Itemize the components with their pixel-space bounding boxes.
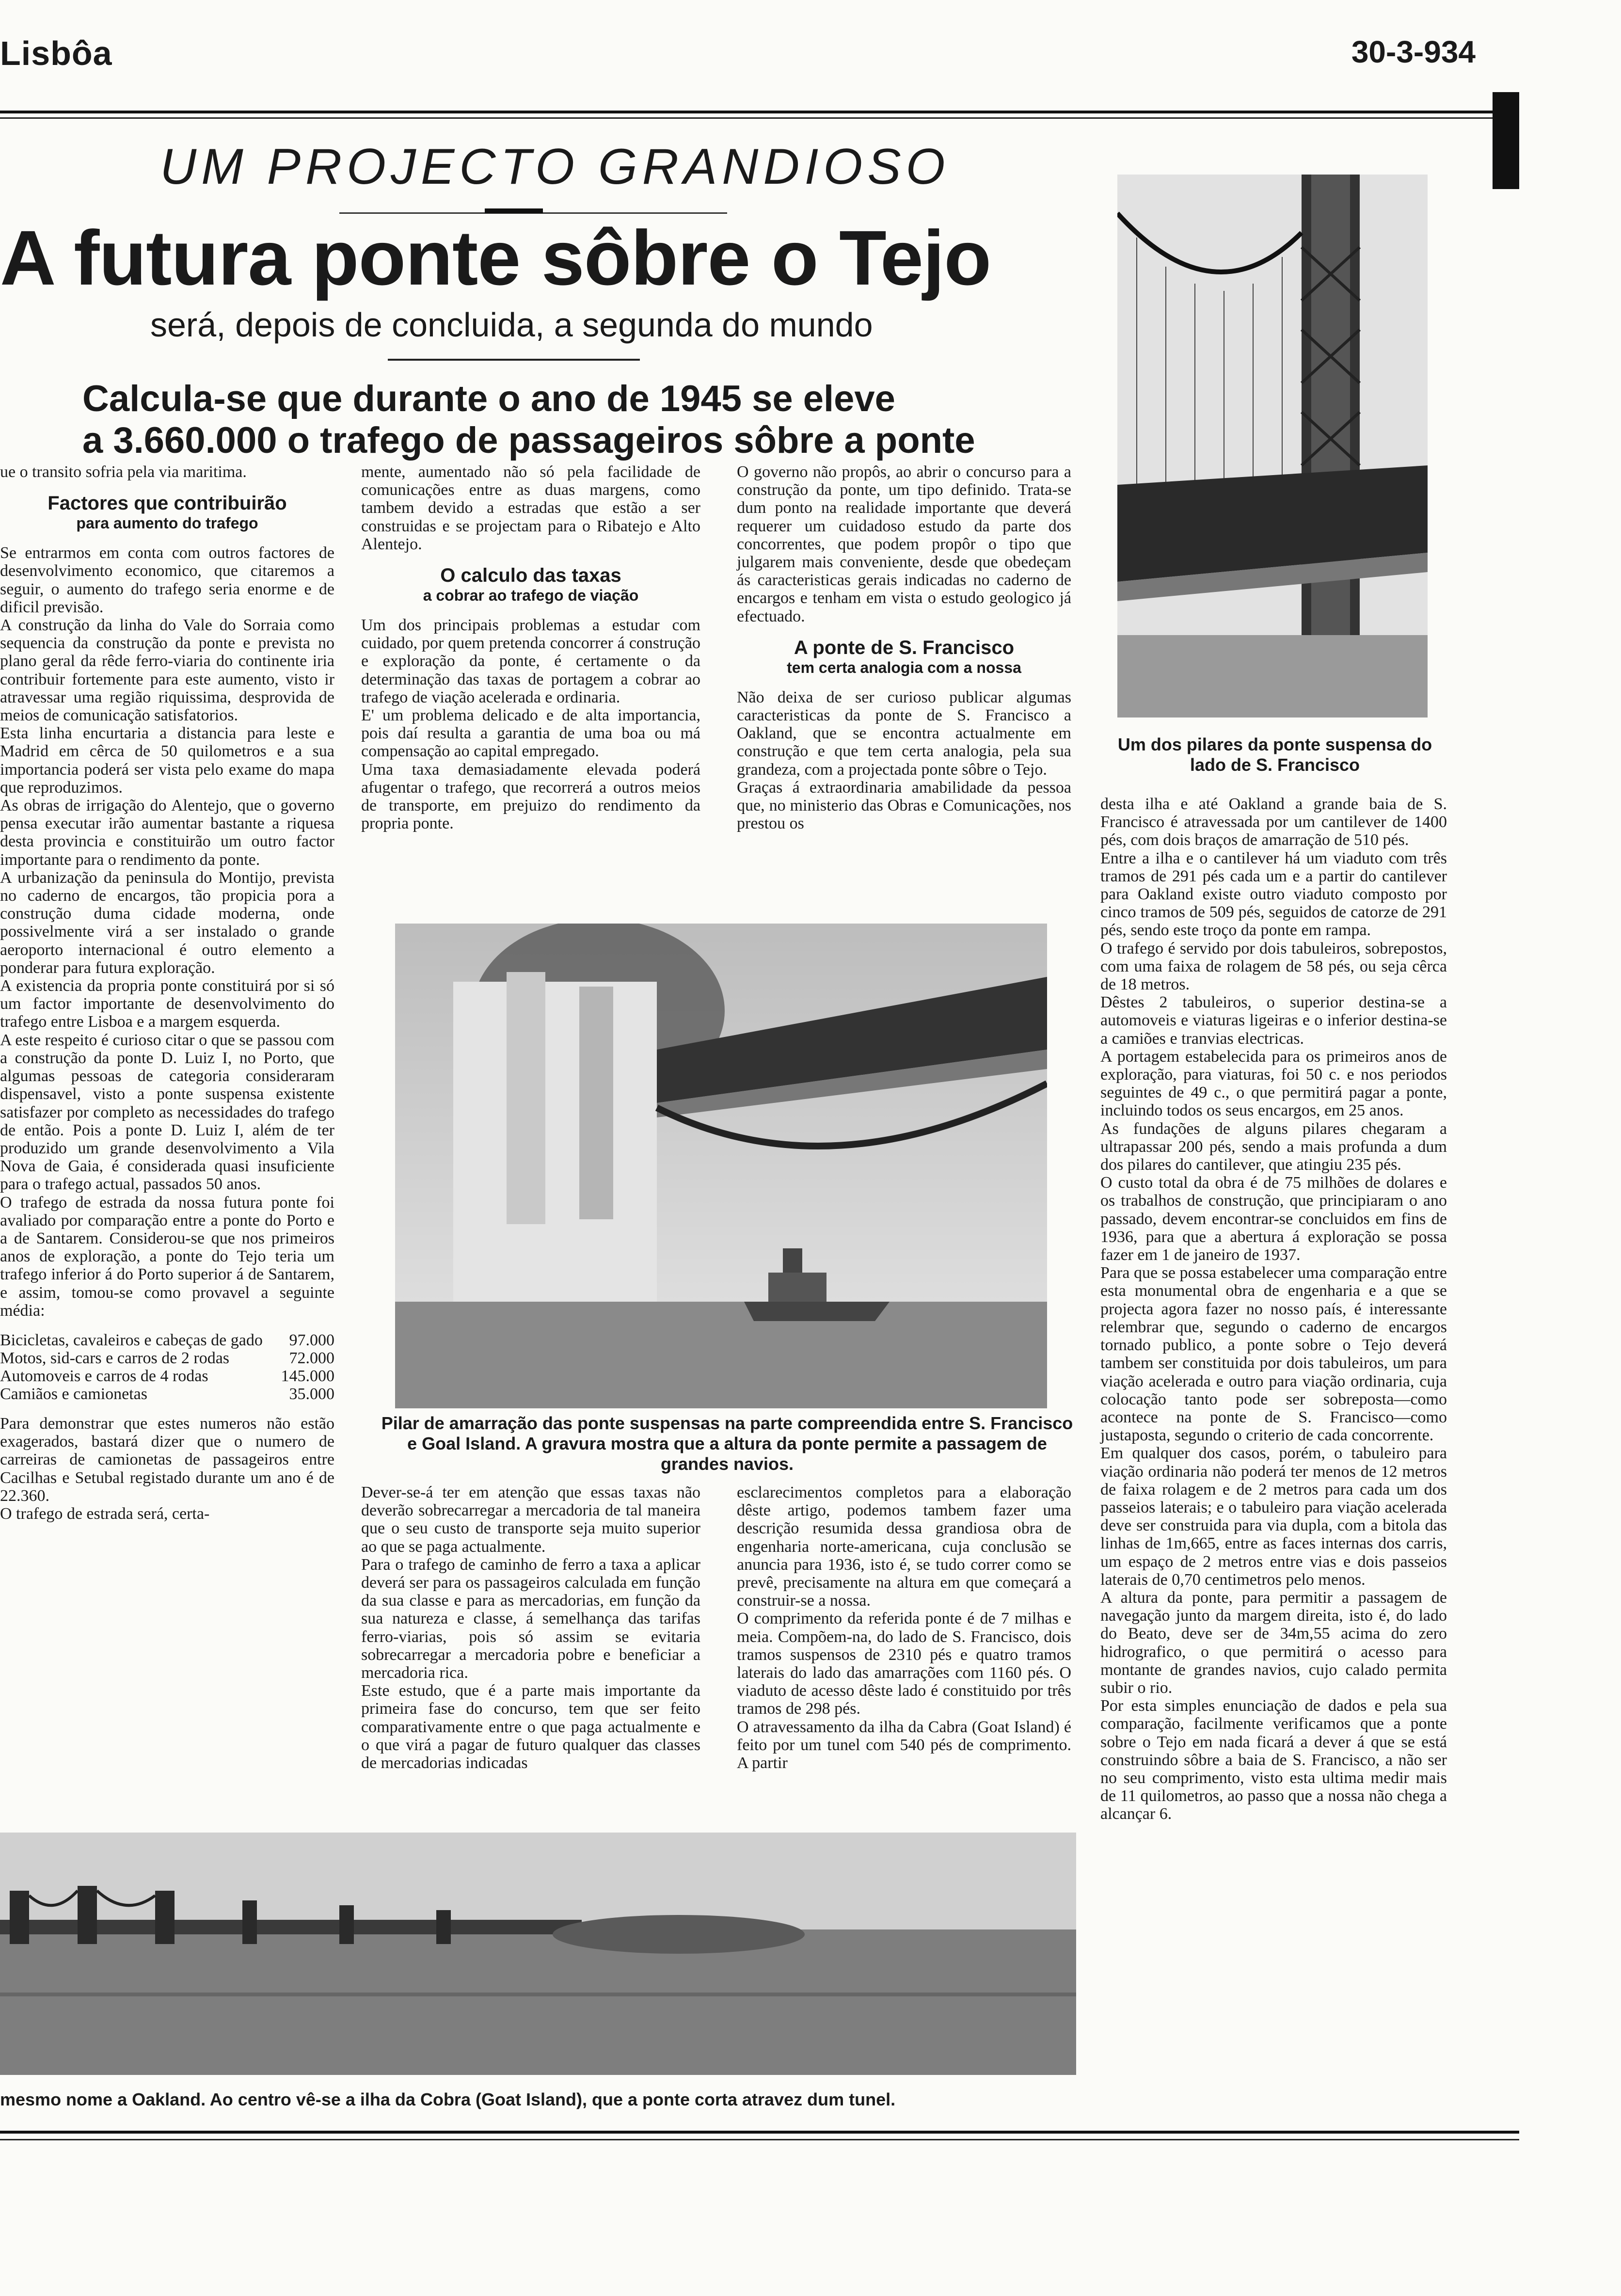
paragraph: O governo não propôs, ao abrir o concurso para a construção da ponte, um tipo definido. Trata-se dum ponto na realidade importante que deverá requerer um cuidadoso estudo da parte dos concorrentes, que podem propôr o tipo que julgarem mais conveniente, desde que obedeçam ás caracteristicas gerais indicadas no caderno de encargos e tenham em vista o estudo geologico já efectuado. — [737, 463, 1071, 625]
paragraph: As obras de irrigação do Alentejo, que o governo pensa executar irão aumentar bastante a riquesa desta provincia e constituirão um outro factor importante para o rendimento da ponte. — [0, 797, 334, 869]
paragraph: O trafego é servido por dois tabuleiros, sobrepostos, com uma faixa de rolagem de 58 pés, ou seja cêrca de 18 metros. — [1100, 939, 1447, 994]
paragraph: O atravessamento da ilha da Cabra (Goat Island) é feito por um tunel com 540 pés de comprimento. A partir — [737, 1718, 1071, 1772]
margin-bar — [1493, 92, 1519, 189]
column-4 — [1100, 795, 1447, 1823]
headline: A futura ponte sôbre o Tejo — [0, 214, 991, 301]
section-name: Lisbôa — [0, 34, 112, 72]
paragraph: As fundações de alguns pilares chegaram a ultrapassar 200 pés, sendo a mais profunda a dum dos pilares do cantilever, que atingiu 235 pés. — [1100, 1119, 1447, 1174]
paragraph: Este estudo, que é a parte mais importante da primeira fase do concurso, tem que ser feito comparativamente entre o que paga actualmente e o que virá a pagar de futuro qualquer das classes de mercadorias indicadas — [361, 1682, 700, 1772]
top-rule-thin — [0, 117, 1519, 119]
table-cell-label: Camiãos e camionetas — [0, 1385, 148, 1403]
table-row — [0, 1385, 334, 1403]
table-cell-value: 72.000 — [289, 1349, 334, 1367]
paragraph: Dever-se-á ter em atenção que essas taxas não deverão sobrecarregar a mercadoria de tal maneira que o seu custo de transporte seja muito superior ao que se paga actualmente. — [361, 1483, 700, 1556]
table-row — [0, 1349, 334, 1367]
top-rule — [0, 111, 1519, 113]
paragraph: Não deixa de ser curioso publicar algumas caracteristicas da ponte de S. Francisco a Oakland, que se encontra actualmente em construção e que tem certa analogia, pela sua grandeza, com a projectada ponte sôbre o Tejo. — [737, 688, 1071, 779]
paragraph: O custo total da obra é de 75 milhões de dolares e os trabalhos de construção, que principiaram o ano passado, devem encontrar-se concluidos em fins de 1936, para que a abertura á exploração se possa fazer em 1 de janeiro de 1937. — [1100, 1174, 1447, 1264]
subheading: O calculo das taxas — [440, 565, 621, 587]
column-2 — [361, 463, 700, 832]
paragraph: Um dos principais problemas a estudar com cuidado, por quem pretenda concorrer á construção e exploração da ponte, é certamente o da determinação das taxas de portagem a cobrar ao trafego de viação acelerada e ordinaria. — [361, 616, 700, 706]
photo-illustration — [0, 1833, 1076, 2075]
paragraph: A existencia da propria ponte constituirá por si só um factor importante de desenvolvimento do trafego entre Lisboa e a margem esquerda. — [0, 977, 334, 1031]
photo-bottom-caption: mesmo nome a Oakland. Ao centro vê-se a ilha da Cobra (Goat Island), que a ponte corta atravez dum tunel. — [0, 2089, 896, 2109]
photo-bridge-panorama — [0, 1833, 1076, 2075]
paragraph: A urbanização da peninsula do Montijo, prevista no caderno de encargos, tão propicia pora a construção duma cidade moderna, onde possivelmente virá a ser instalado o grande aeroporto internacional é outro elemento a ponderar para futura exploração. — [0, 868, 334, 977]
photo-illustration — [395, 924, 1047, 1408]
deck — [82, 378, 984, 462]
subheading-2: para aumento do trafego — [76, 514, 258, 532]
paragraph: A construção da linha do Vale do Sorraia como sequencia da construção da ponte e prevista no plano geral da rêde ferro-viaria do continente iria contribuir fortemente para este aumento, visto ir atravessar uma região riquissima, desprovida de meios de comunicação satisfatorios. — [0, 616, 334, 725]
photo-center-caption: Pilar de amarração das ponte suspensas na parte compreendida entre S. Francisco e Goal Island. A gravura mostra que a altura da ponte permite a passagem de grandes navios. — [381, 1413, 1073, 1474]
paragraph: E' um problema delicado e de alta importancia, pois daí resulta a garantia de uma boa ou má compensação ao capital empregado. — [361, 706, 700, 761]
paragraph: Se entrarmos em conta com outros factores de desenvolvimento economico, que citaremos a seguir, o aumento do trafego seria enorme e de dificil previsão. — [0, 544, 334, 616]
traffic-table — [0, 1331, 334, 1403]
subheading-2: a cobrar ao trafego de viação — [423, 587, 639, 605]
photo-suspension-tower — [1117, 175, 1428, 718]
paragraph: Para que se possa estabelecer uma comparação entre esta monumental obra de engenharia e a que se projecta agora fazer no nosso país, é interessante relembrar que, segundo o caderno de encargos tornado publico, a ponte sobre o Tejo deverá tambem ser constituida por dois tabuleiros, um para viação acelerada e outro para viação ordinaria, cuja colocação tanto pode ser sobreposta—como acontece na ponte de S. Francisco—como justaposta, segundo o criterio de cada concorrente. — [1100, 1264, 1447, 1445]
subheading: A ponte de S. Francisco — [794, 637, 1015, 658]
paragraph: Para o trafego de caminho de ferro a taxa a aplicar deverá ser para os passageiros calculada em função da sua classe e para as mercadorias, em função da sua natureza e classe, á semelhança das tarifas ferro-viarias, pois só assim se evitaria sobrecarregar a mercadoria pobre e beneficiar a mercadoria rica. — [361, 1555, 700, 1682]
photo-illustration — [1117, 175, 1428, 718]
table-row — [0, 1331, 334, 1349]
paragraph: O comprimento da referida ponte é de 7 milhas e meia. Compõem-na, do lado de S. Francisco, dois tramos suspensos de 2310 pés e quatro tramos laterais do lado das amarrações com 1160 pés. O viaduto de acesso dêste lado é constituido por três tramos de 298 pés. — [737, 1610, 1071, 1718]
paragraph: Esta linha encurtaria a distancia para leste e Madrid em cêrca de 50 quilometros e a sua importancia poderá ser vista pelo exame do mapa que reproduzimos. — [0, 724, 334, 797]
table-cell-label: Bicicletas, cavaleiros e cabeças de gado — [0, 1331, 263, 1349]
paragraph: Para demonstrar que estes numeros não estão exagerados, bastará dizer que o numero de carreiras de camionetas de passageiros entre Cacilhas e Setubal registado durante um ano é de 22.360. — [0, 1414, 334, 1505]
paragraph: desta ilha e até Oakland a grande baia de S. Francisco é atravessada por um cantilever de 1400 pés, com dois braços de amarração de 510 pés. — [1100, 795, 1447, 849]
column-3 — [737, 463, 1071, 832]
table-cell-label: Motos, sid-cars e carros de 2 rodas — [0, 1349, 230, 1367]
bottom-rule-thin — [0, 2139, 1519, 2140]
paragraph: mente, aumentado não só pela facilidade de comunicações entre as duas margens, como tambem devido a estradas que estão a ser construidas e se projectam para o Ribatejo e Alto Alentejo. — [361, 463, 700, 553]
paragraph: A este respeito é curioso citar o que se passou com a construção da ponte D. Luiz I, no Porto, que algumas pessoas de categoria consideraram dispensavel, visto a ponte suspensa existente satisfazer por completo as necessidades do trafego de então. Pois a ponte D. Luiz I, além de ter produzido um grande desenvolvimento a Vila Nova de Gaia, é considerada quasi insuficiente para o trafego actual, passados 50 anos. — [0, 1031, 334, 1194]
kicker: UM PROJECTO GRANDIOSO — [160, 139, 950, 195]
table-cell-value: 35.000 — [289, 1385, 334, 1403]
paragraph: Por esta simples enunciação de dados e pela sua comparação, facilmente verificamos que a ponte sobre o Tejo em nada ficará a dever á que se está construindo sôbre a baia de S. Francisco, a não ser no seu comprimento, visto esta ultima medir mais de 11 quilometros, ao passo que a nossa não chega a alcançar 6. — [1100, 1697, 1447, 1823]
column-1 — [0, 463, 334, 1523]
deck-line-2: a 3.660.000 o trafego de passageiros sôbre a ponte — [82, 420, 975, 461]
column-3-continued — [737, 1483, 1071, 1772]
issue-date: 30-3-934 — [1351, 34, 1476, 69]
paragraph: ue o transito sofria pela via maritima. — [0, 463, 247, 481]
photo-right-caption: Um dos pilares da ponte suspensa do lado de S. Francisco — [1117, 734, 1432, 775]
column-2-continued — [361, 1483, 700, 1772]
table-row — [0, 1367, 334, 1385]
paragraph: O trafego de estrada da nossa futura ponte foi avaliado por comparação entre a ponte do Porto e a de Santarem. Considerou-se que nos primeiros anos de exploração, a ponte do Tejo teria um trafego inferior á do Porto superior á de Santarem, e assim, tomou-se como provavel a seguinte média: — [0, 1193, 334, 1320]
photo-bridge-pillar — [395, 924, 1047, 1408]
subheading-2: tem certa analogia com a nossa — [787, 658, 1021, 676]
paragraph: esclarecimentos completos para a elaboração dêste artigo, podemos tambem fazer uma descrição resumida dessa grandiosa obra de engenharia norte-americana, cuja conclusão se anuncia para 1936, isto é, se tudo correr como se prevê, precisamente na altura em que começará a construir-se a nossa. — [737, 1483, 1071, 1610]
paragraph: O trafego de estrada será, certa- — [0, 1504, 210, 1523]
paragraph: Dêstes 2 tabuleiros, o superior destina-se a automoveis e viaturas ligeiras e o inferior destina-se a camiões e tranvias electricas. — [1100, 993, 1447, 1048]
paragraph: Entre a ilha e o cantilever há um viaduto com três tramos de 291 pés cada um e a partir do cantilever para Oakland existe outro viaduto composto por cinco tramos de 509 pés, seguidos de catorze de 291 pés, sendo este troço da ponte em rampa. — [1100, 849, 1447, 940]
table-cell-value: 97.000 — [289, 1331, 334, 1349]
subheading: Factores que contribuirão — [48, 493, 287, 514]
paragraph: A portagem estabelecida para os primeiros anos de exploração, para viaturas, foi 50 c. e nos periodos seguintes de 49 c., o que permitirá pagar a ponte, incluindo todos os seus encargos, em 25 anos. — [1100, 1047, 1447, 1120]
paragraph: A altura da ponte, para permitir a passagem de navegação junto da margem direita, isto é, do lado do Beato, deve ser de 34m,55 acima do zero hidrografico, o que permitirá o acesso para montante de grandes navios, cujo calado permita subir o rio. — [1100, 1588, 1447, 1697]
table-cell-label: Automoveis e carros de 4 rodas — [0, 1367, 208, 1385]
paragraph: Graças á extraordinaria amabilidade da pessoa que, no ministerio das Obras e Comunicações, nos prestou os — [737, 778, 1071, 833]
paragraph: Uma taxa demasiadamente elevada poderá afugentar o trafego, que recorrerá a outros meios de transporte, em prejuizo do rendimento da propria ponte. — [361, 760, 700, 833]
subheadline: será, depois de concluida, a segunda do mundo — [150, 306, 873, 344]
subhead-rule — [388, 359, 640, 361]
bottom-rule — [0, 2131, 1519, 2134]
kicker-bar — [485, 208, 543, 213]
table-cell-value: 145.000 — [281, 1367, 334, 1385]
deck-line-1: Calcula-se que durante o ano de 1945 se eleve — [82, 378, 895, 419]
paragraph: Em qualquer dos casos, porém, o tabuleiro para viação ordinaria não poderá ter menos de 12 metros de faixa rolagem e de 2 metros para cada um dos passeios laterais; e o tabuleiro para viação acelerada deve ser construida para via dupla, com a bitola das linhas de 1m,665, entre as faces internas dos carris, um espaço de 2 metros entre vias e dois passeios laterais de 0,70 centimetros pelo menos. — [1100, 1444, 1447, 1589]
